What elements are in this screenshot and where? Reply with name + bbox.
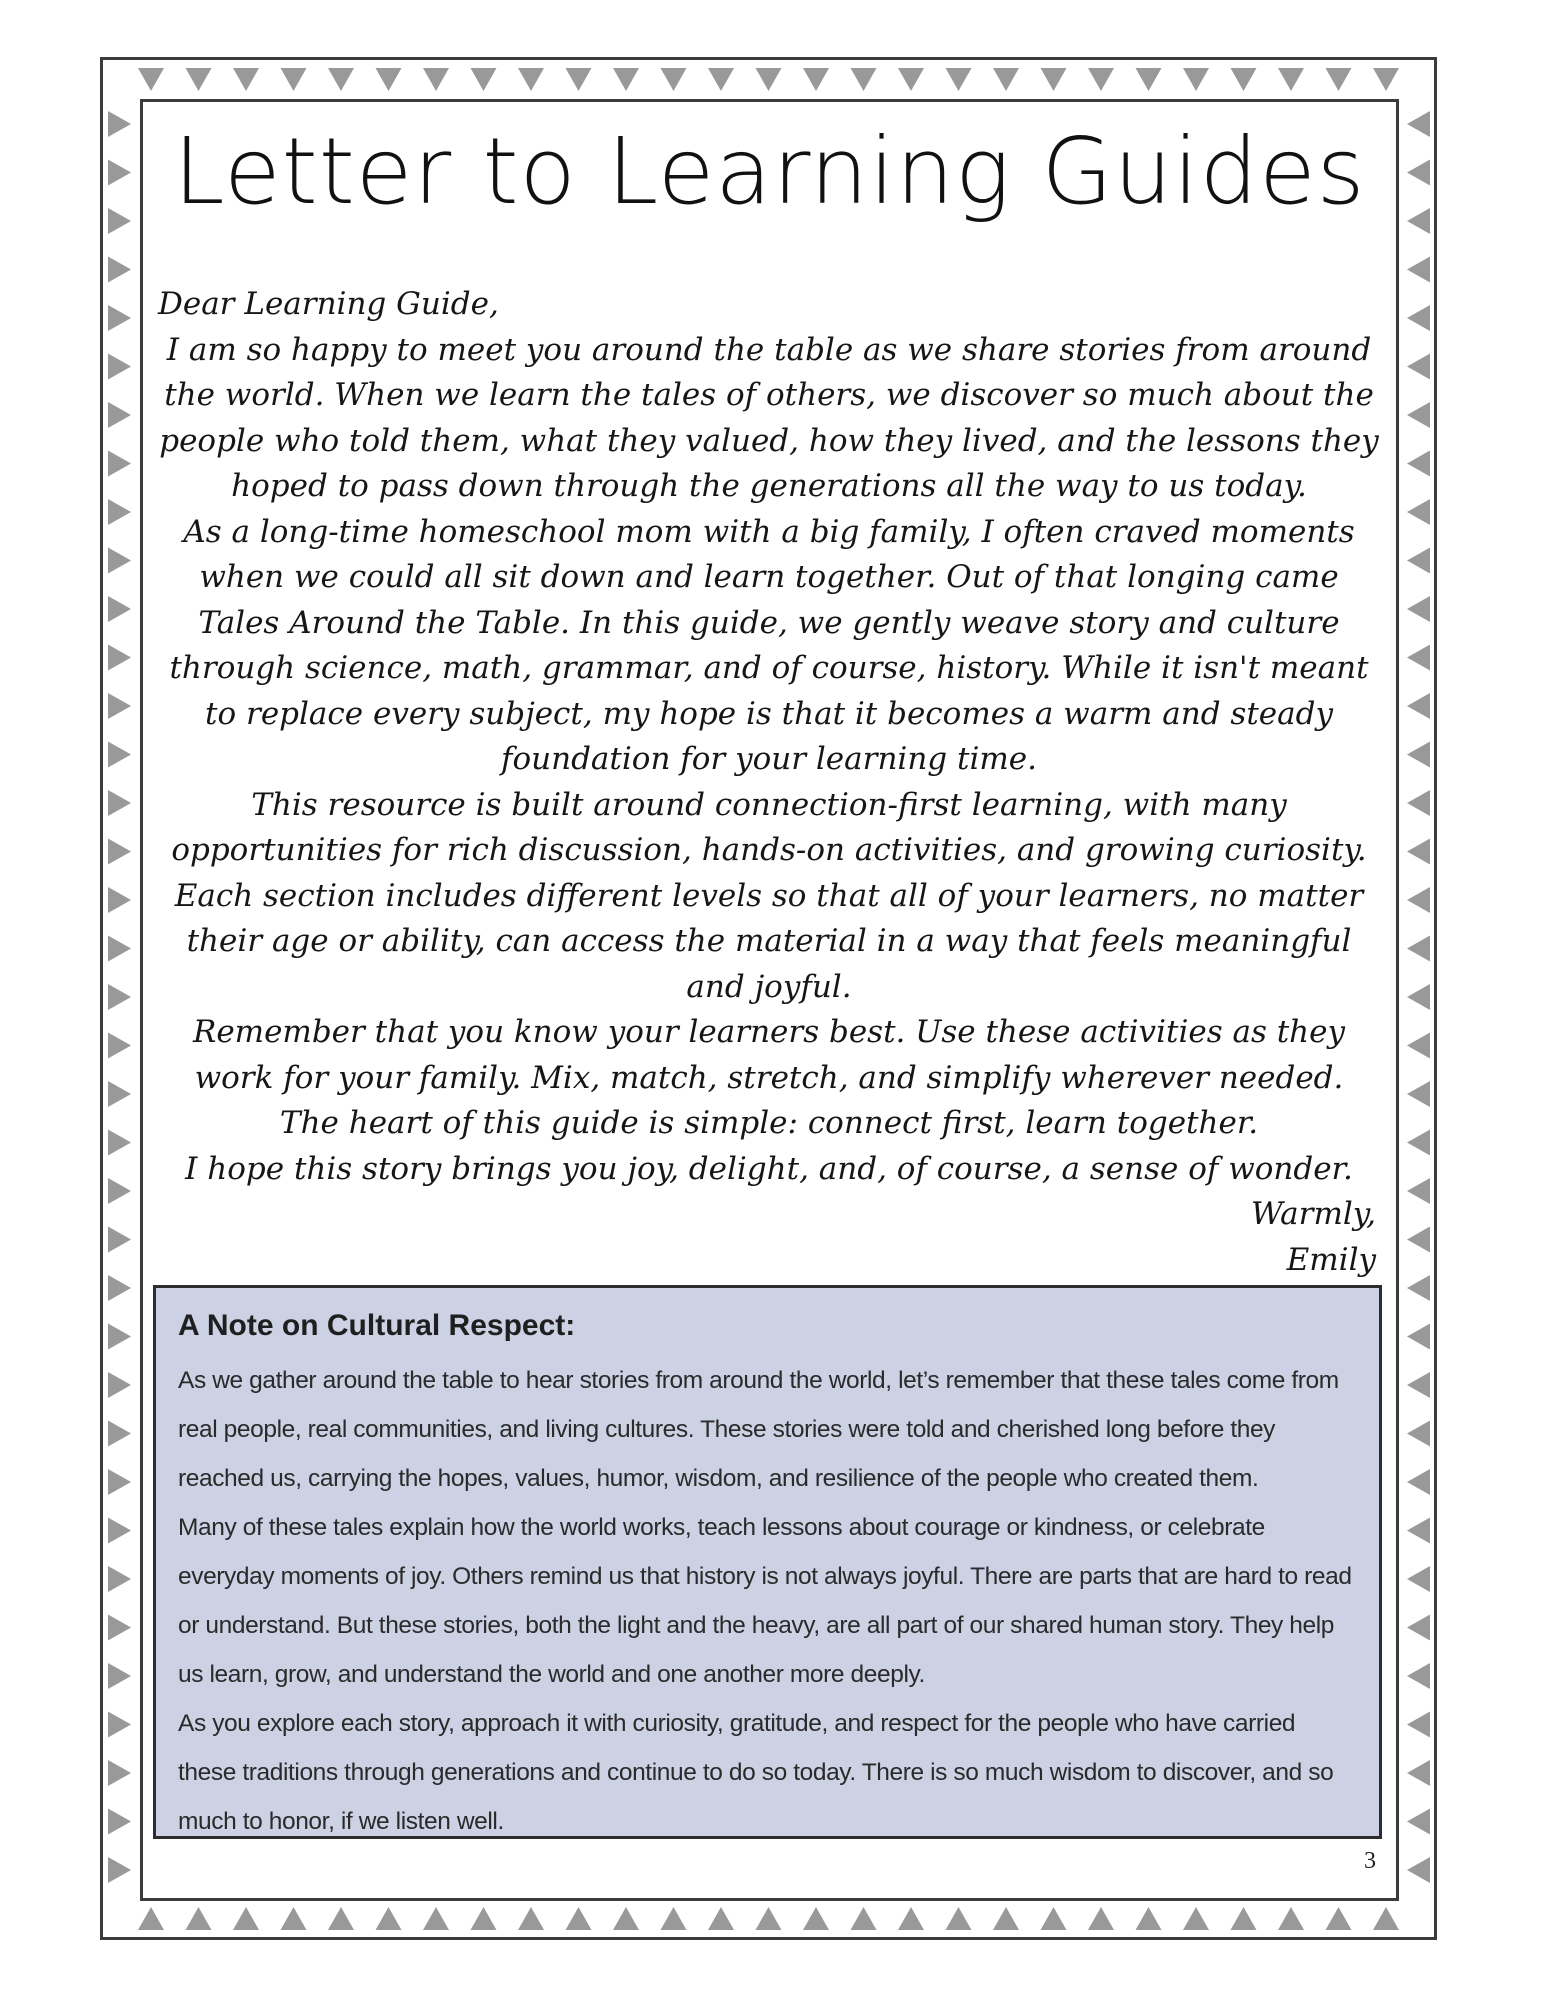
triangle-icon <box>1231 68 1257 91</box>
triangle-icon <box>108 257 131 283</box>
triangle-icon <box>1407 548 1430 574</box>
triangle-icon <box>993 1907 1019 1930</box>
triangle-icon <box>993 68 1019 91</box>
triangle-icon <box>328 1907 354 1930</box>
letter-paragraph: Remember that you know your learners best. Use these activities as they work for your family. Mix, match, stretch, and simplify wherever needed. <box>193 1014 1345 1096</box>
triangle-icon <box>1407 257 1430 283</box>
triangle-icon <box>1407 160 1430 186</box>
triangle-icon <box>186 68 212 91</box>
triangle-icon <box>1407 887 1430 913</box>
letter-closing: Warmly, <box>1250 1196 1376 1232</box>
triangle-icon <box>108 1130 131 1156</box>
triangle-icon <box>1407 1227 1430 1253</box>
triangle-icon <box>108 742 131 768</box>
triangle-icon <box>1407 1518 1430 1544</box>
triangle-icon <box>1407 984 1430 1010</box>
letter-paragraph: I hope this story brings you joy, delight, and, of course, a sense of wonder. <box>185 1150 1353 1187</box>
triangle-icon <box>1407 402 1430 428</box>
triangle-icon <box>1407 936 1430 962</box>
triangle-icon <box>108 887 131 913</box>
triangle-icon <box>1326 1907 1352 1930</box>
triangle-icon <box>1407 1469 1430 1495</box>
triangle-icon <box>898 68 924 91</box>
triangle-icon <box>756 68 782 91</box>
triangle-icon <box>1407 1130 1430 1156</box>
triangle-icon <box>1041 68 1067 91</box>
triangle-icon <box>1407 790 1430 816</box>
triangle-icon <box>138 68 164 91</box>
triangle-icon <box>233 1907 259 1930</box>
triangle-icon <box>281 1907 307 1930</box>
letter-signature: Emily <box>1286 1241 1376 1278</box>
triangle-icon <box>108 645 131 671</box>
triangle-icon <box>1088 1907 1114 1930</box>
triangle-icon <box>108 1033 131 1059</box>
triangle-icon <box>108 208 131 234</box>
note-heading: A Note on Cultural Respect: <box>178 1309 576 1342</box>
triangle-icon <box>1407 645 1430 671</box>
triangle-icon <box>1407 1857 1430 1883</box>
triangle-icon <box>1407 693 1430 719</box>
triangle-icon <box>1136 1907 1162 1930</box>
triangle-icon <box>1183 1907 1209 1930</box>
triangle-icon <box>1373 68 1399 91</box>
letter-paragraph: This resource is built around connection-first learning, with many opportunities for rich discussion, hands-on activities, and growing curiosity. Each section includes different levels so that all of your learners, no matter their age or ability, can access the material in a way that feels meaningful and joyful. <box>171 786 1367 1005</box>
triangle-icon <box>1407 596 1430 622</box>
page-title: Letter to Learning Guides <box>173 118 1366 225</box>
triangle-icon <box>1183 68 1209 91</box>
triangle-icon <box>1407 1033 1430 1059</box>
page-number: 3 <box>1364 1848 1376 1874</box>
triangle-icon <box>1041 1907 1067 1930</box>
triangle-icon <box>471 68 497 91</box>
triangle-icon <box>108 160 131 186</box>
triangle-icon <box>138 1907 164 1930</box>
triangle-icon <box>1407 1421 1430 1447</box>
triangle-icon <box>1407 1275 1430 1301</box>
triangle-icon <box>1407 1760 1430 1786</box>
triangle-icon <box>661 68 687 91</box>
triangle-icon <box>108 451 131 477</box>
triangle-icon <box>108 1857 131 1883</box>
triangle-icon <box>108 1663 131 1689</box>
triangle-icon <box>108 790 131 816</box>
triangle-icon <box>108 1372 131 1398</box>
triangle-icon <box>898 1907 924 1930</box>
triangle-icon <box>108 984 131 1010</box>
triangle-icon <box>1326 68 1352 91</box>
triangle-icon <box>1136 68 1162 91</box>
triangle-icon <box>108 1566 131 1592</box>
letter-body <box>158 282 1380 1283</box>
triangle-icon <box>281 68 307 91</box>
triangle-icon <box>1407 1809 1430 1835</box>
triangle-icon <box>1407 305 1430 331</box>
triangle-icon <box>108 1469 131 1495</box>
triangle-icon <box>108 1712 131 1738</box>
triangle-icon <box>661 1907 687 1930</box>
triangle-icon <box>946 1907 972 1930</box>
triangle-icon <box>108 1324 131 1350</box>
triangle-icon <box>108 305 131 331</box>
triangle-icon <box>1407 208 1430 234</box>
triangle-icon <box>803 1907 829 1930</box>
triangle-icon <box>756 1907 782 1930</box>
triangle-icon <box>108 402 131 428</box>
triangle-icon <box>328 68 354 91</box>
triangle-icon <box>1407 451 1430 477</box>
triangle-icon <box>423 1907 449 1930</box>
triangle-icon <box>708 68 734 91</box>
triangle-icon <box>1407 1615 1430 1641</box>
triangle-icon <box>233 68 259 91</box>
triangle-icon <box>108 1421 131 1447</box>
triangle-icon <box>108 1615 131 1641</box>
triangle-icon <box>108 1760 131 1786</box>
letter-paragraph: The heart of this guide is simple: connect first, learn together. <box>279 1105 1259 1141</box>
triangle-icon <box>108 1275 131 1301</box>
triangle-icon <box>1407 742 1430 768</box>
triangle-icon <box>108 1518 131 1544</box>
triangle-icon <box>518 1907 544 1930</box>
triangle-icon <box>1407 1178 1430 1204</box>
triangle-icon <box>186 1907 212 1930</box>
note-paragraph: Many of these tales explain how the world works, teach lessons about courage or kindness, or celebrate everyday moments of joy. Others remind us that history is not always joyful. There are parts that are hard to read or understand. But these stories, both the light and the heavy, are all part of our shared human story. They help us learn, grow, and understand the world and one another more deeply. <box>178 1514 1352 1688</box>
triangle-icon <box>851 68 877 91</box>
triangle-icon <box>946 68 972 91</box>
triangle-icon <box>423 68 449 91</box>
triangle-icon <box>851 1907 877 1930</box>
triangle-icon <box>708 1907 734 1930</box>
triangle-icon <box>108 1178 131 1204</box>
triangle-icon <box>1407 1663 1430 1689</box>
triangle-icon <box>1407 354 1430 380</box>
triangle-icon <box>518 68 544 91</box>
triangle-icon <box>471 1907 497 1930</box>
triangle-icon <box>1407 1566 1430 1592</box>
triangle-icon <box>1088 68 1114 91</box>
triangle-icon <box>566 68 592 91</box>
triangle-icon <box>108 839 131 865</box>
letter-paragraph: As a long-time homeschool mom with a big family, I often craved moments when we could all sit down and learn together. Out of that longing came Tales Around the Table. In this guide, we gently weave story and culture through science, math, grammar, and of course, history. While it isn't meant to replace every subject, my hope is that it becomes a warm and steady foundation for your learning time. <box>169 513 1369 777</box>
note-paragraph: As you explore each story, approach it with curiosity, gratitude, and respect for the people who have carried these traditions through generations and continue to do so today. There is so much wisdom to discover, and so much to honor, if we listen well. <box>178 1710 1334 1835</box>
triangle-icon <box>613 68 639 91</box>
triangle-icon <box>1407 839 1430 865</box>
triangle-icon <box>1407 1081 1430 1107</box>
triangle-icon <box>108 1081 131 1107</box>
triangle-icon <box>376 68 402 91</box>
triangle-icon <box>108 596 131 622</box>
triangle-icon <box>1407 1372 1430 1398</box>
triangle-icon <box>376 1907 402 1930</box>
triangle-icon <box>108 1809 131 1835</box>
triangle-icon <box>1278 68 1304 91</box>
note-paragraph: As we gather around the table to hear stories from around the world, let’s remember that these tales come from real people, real communities, and living cultures. These stories were told and cherished long before they reached us, carrying the hopes, values, humor, wisdom, and resilience of the people who created them. <box>178 1367 1339 1492</box>
triangle-icon <box>566 1907 592 1930</box>
triangle-icon <box>108 548 131 574</box>
triangle-icon <box>108 354 131 380</box>
letter-salutation: Dear Learning Guide, <box>158 286 499 322</box>
triangle-icon <box>108 936 131 962</box>
triangle-icon <box>1407 1324 1430 1350</box>
triangle-icon <box>1373 1907 1399 1930</box>
triangle-icon <box>1407 499 1430 525</box>
triangle-icon <box>108 693 131 719</box>
triangle-icon <box>108 111 131 137</box>
triangle-icon <box>803 68 829 91</box>
triangle-icon <box>613 1907 639 1930</box>
triangle-icon <box>1407 1712 1430 1738</box>
letter-paragraph: I am so happy to meet you around the table as we share stories from around the world. When we learn the tales of others, we discover so much about the people who told them, what they valued, how they lived, and the lessons they hoped to pass down through the generations all the way to us today. <box>159 331 1379 504</box>
triangle-icon <box>1278 1907 1304 1930</box>
cultural-respect-note <box>153 1285 1382 1839</box>
triangle-icon <box>1231 1907 1257 1930</box>
triangle-icon <box>108 499 131 525</box>
triangle-icon <box>108 1227 131 1253</box>
triangle-icon <box>1407 111 1430 137</box>
